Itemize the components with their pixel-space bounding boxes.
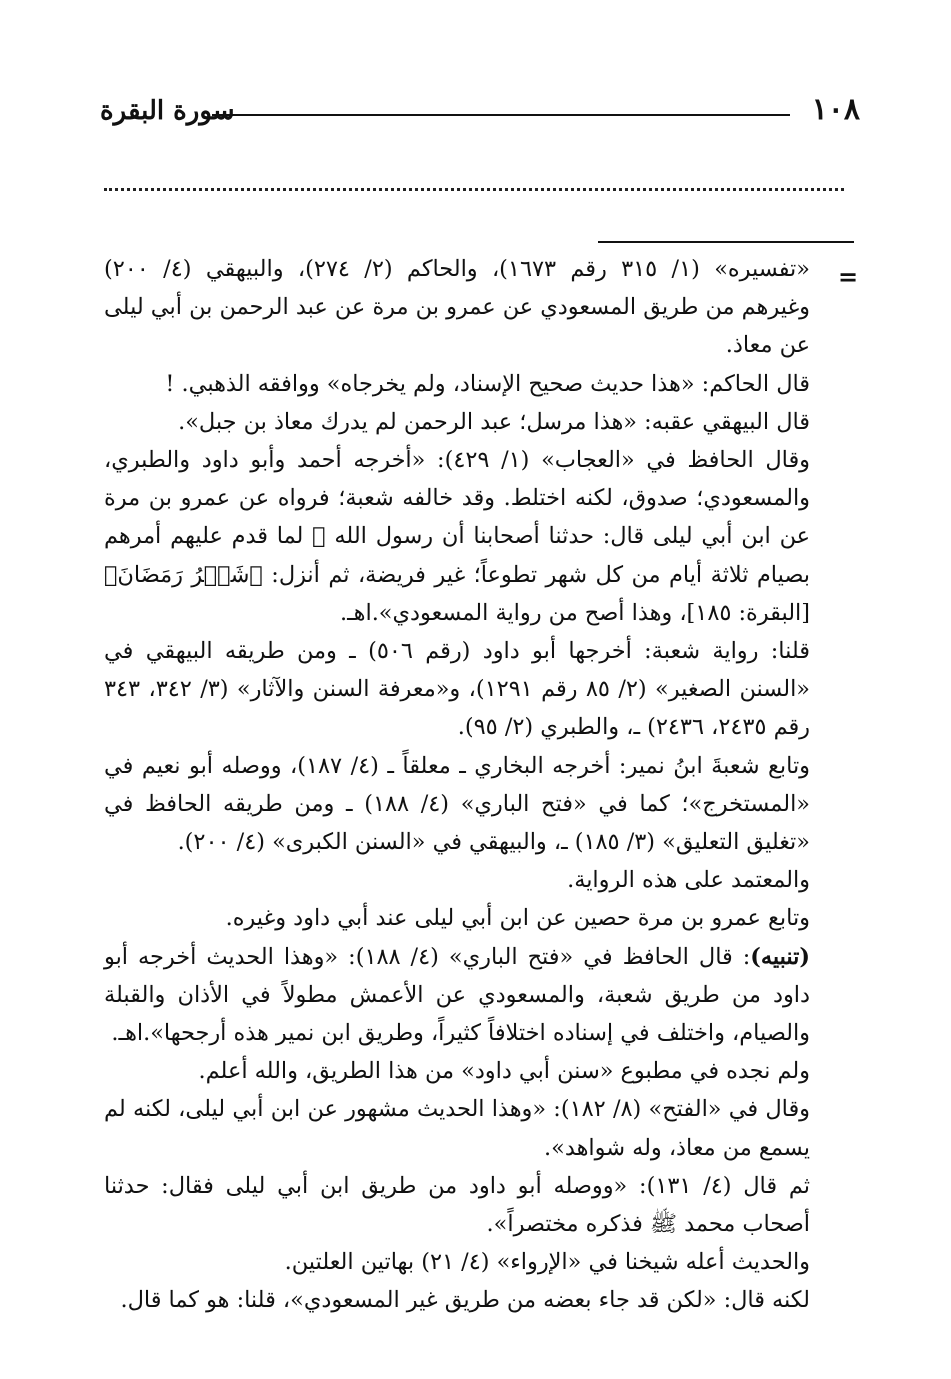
paragraph-shuba-narration: قلنا: رواية شعبة: أخرجها أبو داود (رقم ٥٠٦) ـ ومن طريقه البيهقي في «السنن الصغير» (٢/ ٨٥ رقم ١٢٩١)، و«معرفة السنن والآثار» (٣/ ٣٤٢، ٣٤٣ رقم ٢٤٣٥، ٢٤٣٦) ـ، والطبري (٢/ ٩٥).	[104, 638, 811, 741]
main-text-separator	[104, 188, 844, 191]
paragraph-ibn-numayr: وتابع شعبةَ ابنُ نمير: أخرجه البخاري ـ معلقاً ـ (٤/ ١٨٧)، ووصله أبو نعيم في «المستخرج»؛ كما في «فتح الباري» (٤/ ١٨٨) ـ ومن طريقه الحافظ في «تغليق التعليق» (٣/ ١٨٥) ـ، والبيهقي في «السنن الكبرى» (٤/ ٢٠٠).	[104, 752, 810, 856]
paragraph-hakim: قال الحاكم: «هذا حديث صحيح الإسناد، ولم يخرجاه» ووافقه الذهبي. !	[165, 370, 810, 397]
paragraph-fath: وقال في «الفتح» (٨/ ١٨٢): «وهذا الحديث مشهور عن ابن أبي ليلى، لكنه لم يسمع من معاذ، وله شواهد».	[104, 1096, 810, 1161]
paragraph-ujab: وقال الحافظ في «العجاب» (١/ ٤٢٩): «أخرجه أحمد وأبو داود والطبري، والمسعودي؛ صدوق، لكنه اختلط. وقد خالفه شعبة؛ فرواه عن عمرو بن مرة عن ابن أبي ليلى قال: حدثنا أصحابنا أن رسول الله ﷺ لما قدم عليهم أمرهم بصيام ثلاثة أيام من كل شهر تطوعاً؛ غير فريضة، ثم أنزل: ﴿شَهۡرُ رَمَضَانَ﴾ [البقرة: ١٨٥]، وهذا أصح من رواية المسعودي».اهـ.	[104, 447, 810, 626]
paragraph-mutamad: والمعتمد على هذه الرواية.	[567, 867, 810, 894]
paragraph-irwa: والحديث أعله شيخنا في «الإرواء» (٤/ ٢١) بهاتين العلتين.	[284, 1249, 810, 1276]
paragraph-then-said: ثم قال (٤/ ١٣١): «ووصله أبو داود من طريق ابن أبي ليلى فقال: حدثنا أصحاب محمد ﷺ فذكره مختصراً».	[104, 1172, 810, 1238]
footnote-body	[104, 250, 810, 1320]
header-rule	[212, 114, 790, 116]
page-number: ١٠٨	[811, 92, 860, 127]
paragraph-conclusion: لكنه قال: «لكن قد جاء بعضه من طريق غير المسعودي»، قلنا: هو كما قال.	[120, 1287, 810, 1314]
page-header	[100, 92, 860, 132]
paragraph-sunan-abi-dawud: ولم نجده في مطبوع «سنن أبي داود» من هذا الطريق، والله أعلم.	[198, 1058, 810, 1085]
footnote-rule	[598, 241, 854, 243]
paragraph-bayhaqi: قال البيهقي عقبه: «هذا مرسل؛ عبد الرحمن لم يدرك معاذ بن جبل».	[178, 408, 810, 435]
tanbih-text: : قال الحافظ في «فتح الباري» (٤/ ١٨٨): «وهذا الحديث أخرجه أبو داود من طريق شعبة، والمسعودي عن الأعمش مطولاً في الأذان والقبلة والصيام، واختلف في إسناده اختلافاً كثيراً، وطريق ابن نمير هذه أرجحها».اهـ.	[104, 943, 810, 1047]
surah-title: سورة البقرة	[100, 96, 235, 126]
paragraph-husayn: وتابع عمرو بن مرة حصين عن ابن أبي ليلى عند أبي داود وغيره.	[225, 905, 810, 932]
paragraph-tafsir-refs: «تفسيره» (١/ ٣١٥ رقم ١٦٧٣)، والحاكم (٢/ ٢٧٤)، والبيهقي (٤/ ٢٠٠) وغيرهم من طريق المسعودي عن عمرو بن مرة عن عبد الرحمن بن أبي ليلى عن معاذ.	[104, 256, 810, 359]
tanbih-label: (تنبيه)	[750, 943, 810, 970]
footnote-continuation-mark: =	[838, 262, 859, 291]
paragraph-tanbih	[104, 938, 810, 1053]
